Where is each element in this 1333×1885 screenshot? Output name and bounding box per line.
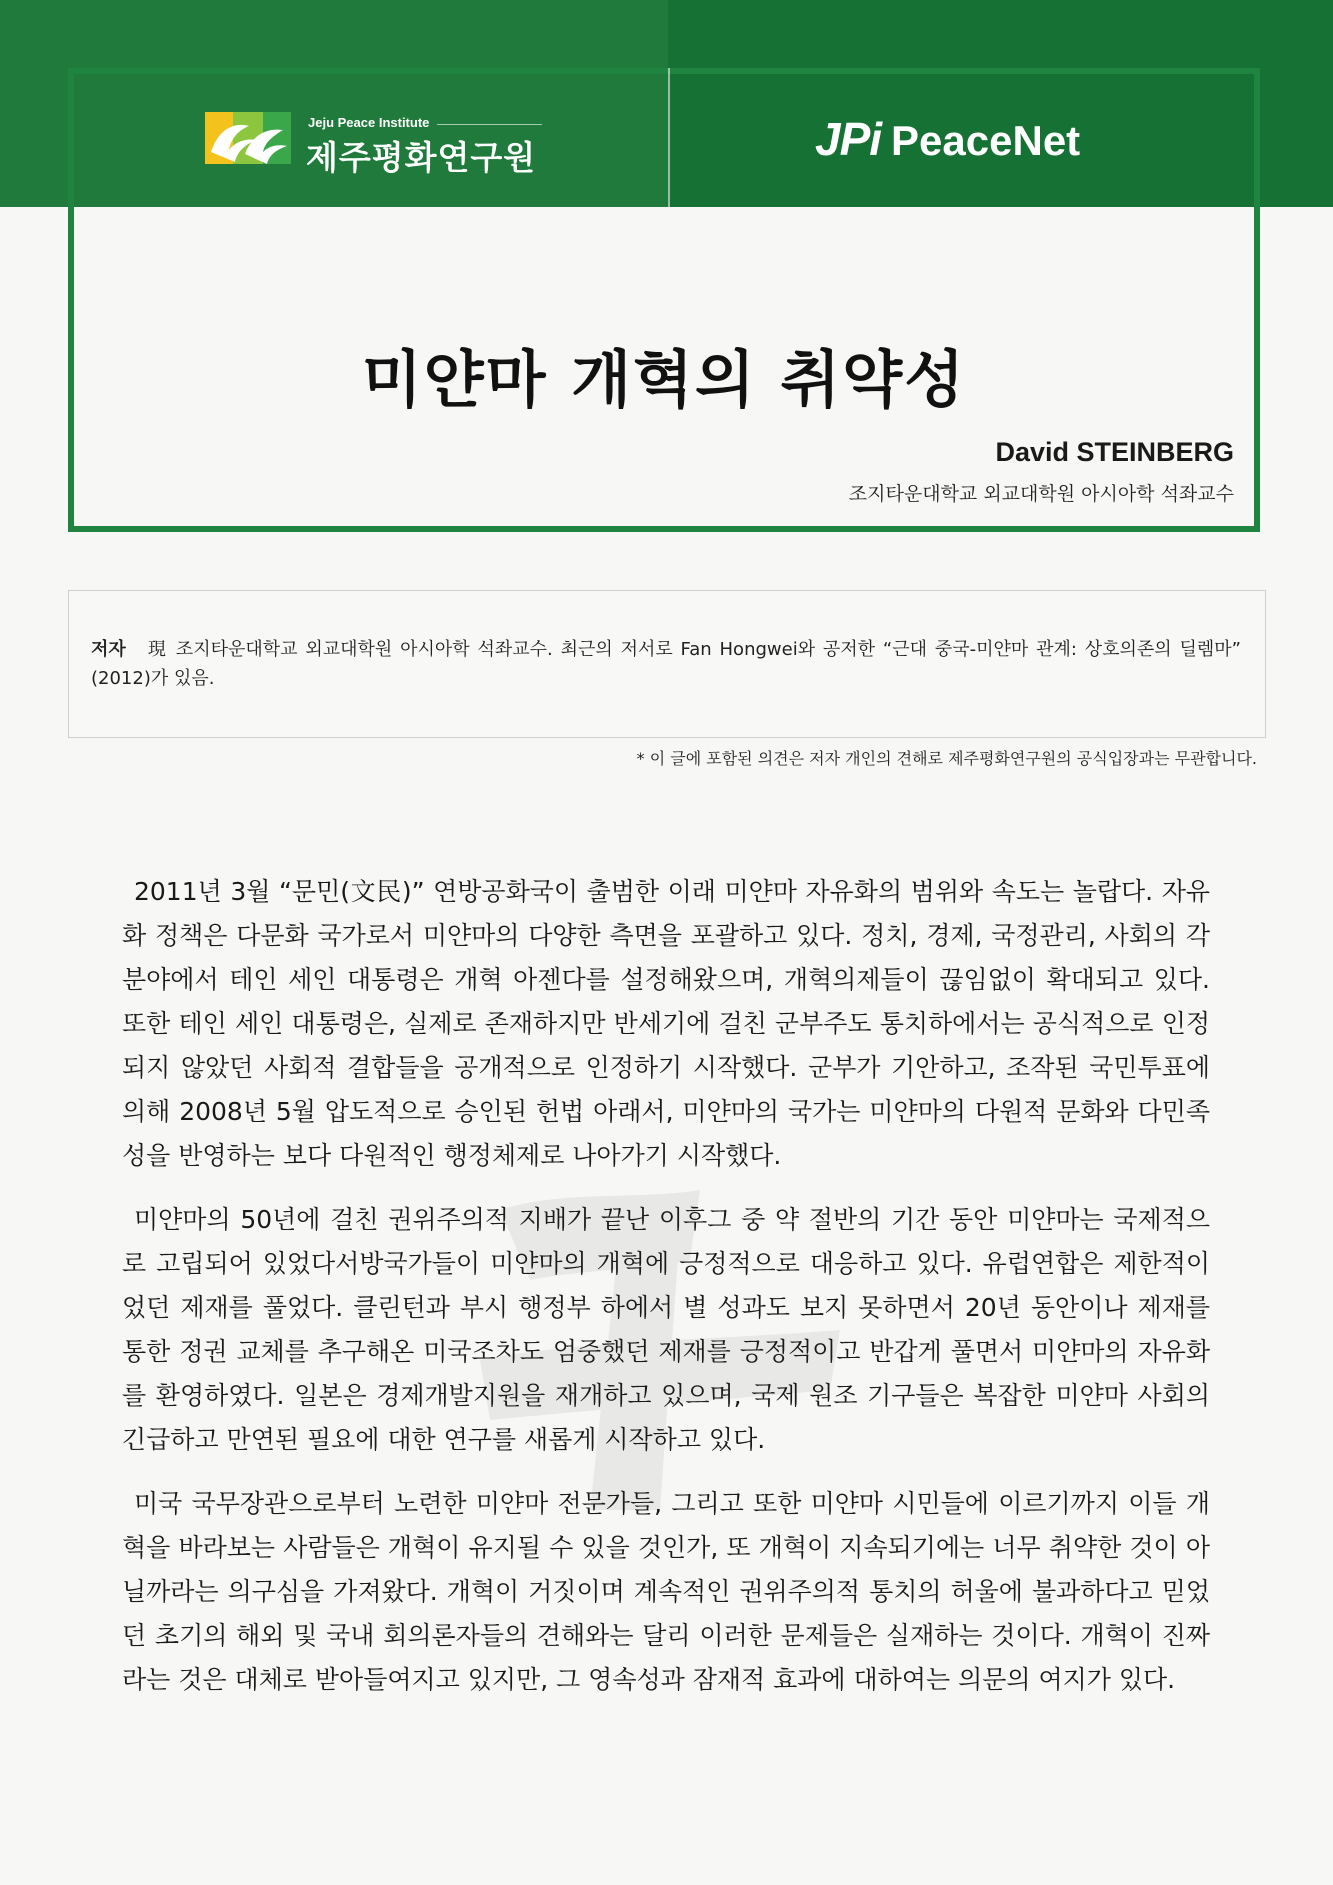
doves-logo-icon xyxy=(205,108,291,168)
author-name: David STEINBERG xyxy=(995,437,1234,467)
org-name-rule xyxy=(437,124,542,125)
peacenet-logo xyxy=(815,112,1080,166)
brand-jpi: JPi xyxy=(815,113,882,165)
org-name-en: Jeju Peace Institute xyxy=(308,115,430,130)
paragraph-3: 미국 국무장관으로부터 노련한 미얀마 전문가들, 그리고 또한 미얀마 시민들에 이르기까지 이들 개혁을 바라보는 사람들은 개혁이 유지될 수 있을 것인가, 또 개혁이 지속되기에는 너무 취약한 것이 아닐까라는 의구심을 가져왔다. 개혁이 거짓이며 계속적인 권위주의적 통치의 허울에 불과하다고 믿었던 초기의 해외 및 국내 회의론자들의 견해와는 달리 이러한 문제들은 실재하는 것이다. 개혁이 진짜라는 것은 대체로 받아들여지고 있지만, 그 영속성과 잠재적 효과에 대하여는 의문의 여지가 있다. xyxy=(122,1489,1210,1694)
disclaimer: * 이 글에 포함된 의견은 저자 개인의 견해로 제주평화연구원의 공식입장과는 무관합니다. xyxy=(636,749,1257,768)
paragraph-2: 미얀마의 50년에 걸친 권위주의적 지배가 끝난 이후그 중 약 절반의 기간 동안 미얀마는 국제적으로 고립되어 있었다서방국가들이 미얀마의 개혁에 긍정적으로 대응하고 있다. 유럽연합은 제한적이었던 제재를 풀었다. 클린턴과 부시 행정부 하에서 별 성과도 보지 못하면서 20년 동안이나 제재를 통한 정권 교체를 추구해온 미국조차도 엄중했던 제재를 긍정적이고 반갑게 풀면서 미얀마의 자유화를 환영하였다. 일본은 경제개발지원을 재개하고 있으며, 국제 원조 기구들은 복잡한 미얀마 사회의 긴급하고 만연된 필요에 대한 연구를 새롭게 시작하고 있다. xyxy=(122,1205,1210,1454)
paragraph-1: 2011년 3월 “문민(文民)” 연방공화국이 출범한 이래 미얀마 자유화의 범위와 속도는 놀랍다. 자유화 정책은 다문화 국가로서 미얀마의 다양한 측면을 포괄하고 있다. 정치, 경제, 국정관리, 사회의 각 분야에서 테인 세인 대통령은 개혁 아젠다를 설정해왔으며, 개혁의제들이 끊임없이 확대되고 있다. 또한 테인 세인 대통령은, 실제로 존재하지만 반세기에 걸친 군부주도 통치하에서는 공식적으로 인정되지 않았던 사회적 결합들을 공개적으로 인정하기 시작했다. 군부가 기안하고, 조작된 국민투표에 의해 2008년 5월 압도적으로 승인된 헌법 아래서, 미얀마의 국가는 미얀마의 다원적 문화와 다민족성을 반영하는 보다 다원적인 행정체제로 나아가기 시작했다. xyxy=(122,877,1210,1170)
bio-label: 저자 xyxy=(91,639,126,660)
header-divider xyxy=(668,68,670,207)
article-title: 미얀마 개혁의 취약성 xyxy=(361,343,967,416)
author-affiliation: 조지타운대학교 외교대학원 아시아학 석좌교수 xyxy=(848,483,1234,505)
brand-peacenet: PeaceNet xyxy=(891,117,1081,164)
author-bio xyxy=(91,635,1241,693)
article-body xyxy=(122,870,1210,1722)
bio-text: 現 조지타운대학교 외교대학원 아시아학 석좌교수. 최근의 저서로 Fan Hongwei와 공저한 “근대 중국-미얀마 관계: 상호의존의 딜렘마” (2012)가 있음. xyxy=(91,639,1241,689)
jeju-peace-institute-logo xyxy=(205,108,545,177)
org-name-kr: 제주평화연구원 xyxy=(306,138,537,177)
author-bio-box xyxy=(68,590,1266,738)
